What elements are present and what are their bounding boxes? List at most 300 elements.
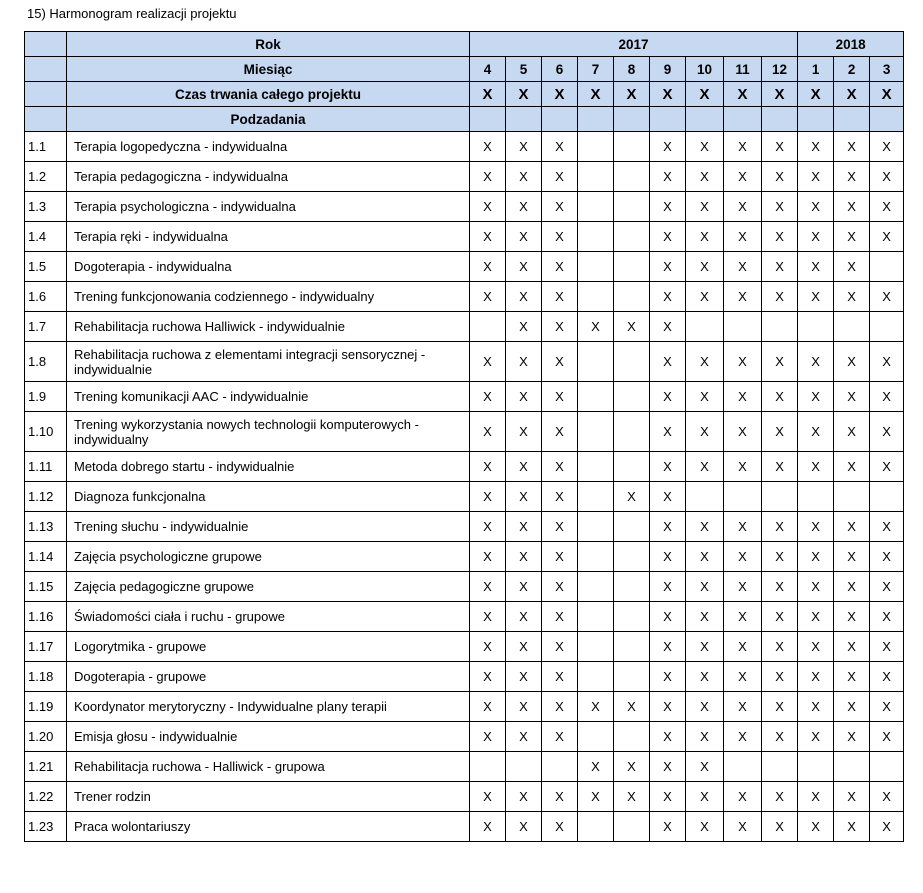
schedule-mark: X (762, 572, 798, 602)
schedule-mark: X (650, 572, 686, 602)
schedule-mark: X (798, 252, 834, 282)
task-row (25, 342, 904, 382)
schedule-mark: X (798, 602, 834, 632)
schedule-mark (578, 252, 614, 282)
schedule-mark (614, 572, 650, 602)
schedule-mark: X (724, 542, 762, 572)
schedule-mark: X (834, 662, 870, 692)
schedule-mark: X (686, 342, 724, 382)
schedule-mark (614, 812, 650, 842)
schedule-mark: X (762, 722, 798, 752)
task-name: Praca wolontariuszy (67, 812, 470, 842)
empty-cell (614, 107, 650, 132)
duration-mark: X (542, 82, 578, 107)
task-number: 1.9 (25, 382, 67, 412)
schedule-mark: X (686, 252, 724, 282)
empty-cell (798, 107, 834, 132)
schedule-mark (724, 752, 762, 782)
schedule-mark: X (834, 692, 870, 722)
schedule-mark: X (686, 282, 724, 312)
schedule-mark: X (834, 162, 870, 192)
schedule-mark: X (542, 382, 578, 412)
schedule-mark: X (650, 382, 686, 412)
schedule-mark (686, 482, 724, 512)
schedule-mark: X (834, 132, 870, 162)
schedule-mark: X (470, 282, 506, 312)
schedule-mark: X (650, 512, 686, 542)
schedule-mark: X (542, 602, 578, 632)
schedule-mark: X (506, 572, 542, 602)
schedule-mark: X (542, 192, 578, 222)
task-number: 1.12 (25, 482, 67, 512)
schedule-mark: X (870, 222, 904, 252)
subtasks-header-row (25, 107, 904, 132)
schedule-mark: X (542, 282, 578, 312)
schedule-mark: X (834, 192, 870, 222)
schedule-mark: X (686, 692, 724, 722)
task-name: Terapia ręki - indywidualna (67, 222, 470, 252)
task-number: 1.23 (25, 812, 67, 842)
task-row (25, 192, 904, 222)
task-number: 1.16 (25, 602, 67, 632)
schedule-mark (724, 482, 762, 512)
task-row (25, 512, 904, 542)
schedule-mark: X (470, 662, 506, 692)
task-number: 1.1 (25, 132, 67, 162)
schedule-mark: X (724, 452, 762, 482)
schedule-mark: X (506, 162, 542, 192)
schedule-mark: X (834, 342, 870, 382)
task-name: Trening komunikacji AAC - indywidualnie (67, 382, 470, 412)
schedule-mark: X (870, 412, 904, 452)
schedule-mark (614, 662, 650, 692)
schedule-mark: X (834, 412, 870, 452)
empty-cell (762, 107, 798, 132)
page-caption: 15) Harmonogram realizacji projektu (27, 6, 237, 21)
schedule-mark: X (724, 162, 762, 192)
schedule-mark: X (834, 222, 870, 252)
schedule-mark: X (686, 752, 724, 782)
schedule-mark: X (762, 222, 798, 252)
schedule-mark: X (614, 692, 650, 722)
row-number-header (25, 57, 67, 82)
empty-cell (650, 107, 686, 132)
schedule-mark (614, 342, 650, 382)
schedule-mark: X (542, 572, 578, 602)
schedule-mark (578, 282, 614, 312)
schedule-mark (870, 752, 904, 782)
schedule-mark: X (686, 662, 724, 692)
month-label: Miesiąc (67, 57, 470, 82)
schedule-mark: X (614, 782, 650, 812)
task-number: 1.21 (25, 752, 67, 782)
schedule-mark (614, 412, 650, 452)
month-cell: 6 (542, 57, 578, 82)
schedule-mark: X (798, 222, 834, 252)
schedule-mark: X (614, 752, 650, 782)
duration-mark: X (578, 82, 614, 107)
schedule-mark: X (506, 342, 542, 382)
task-number: 1.3 (25, 192, 67, 222)
schedule-mark: X (542, 722, 578, 752)
task-name: Terapia pedagogiczna - indywidualna (67, 162, 470, 192)
task-name: Diagnoza funkcjonalna (67, 482, 470, 512)
schedule-mark: X (798, 782, 834, 812)
schedule-mark: X (762, 812, 798, 842)
month-cell: 3 (870, 57, 904, 82)
schedule-mark: X (798, 282, 834, 312)
task-number: 1.19 (25, 692, 67, 722)
schedule-mark: X (870, 692, 904, 722)
schedule-mark (578, 632, 614, 662)
schedule-mark (578, 572, 614, 602)
task-row (25, 692, 904, 722)
schedule-mark: X (470, 452, 506, 482)
schedule-mark: X (506, 192, 542, 222)
schedule-mark: X (834, 512, 870, 542)
task-name: Metoda dobrego startu - indywidualnie (67, 452, 470, 482)
schedule-mark: X (798, 132, 834, 162)
schedule-mark (542, 752, 578, 782)
schedule-mark: X (762, 602, 798, 632)
schedule-mark: X (762, 282, 798, 312)
task-number: 1.7 (25, 312, 67, 342)
schedule-mark: X (798, 542, 834, 572)
schedule-mark: X (506, 602, 542, 632)
schedule-mark: X (506, 312, 542, 342)
schedule-mark: X (870, 602, 904, 632)
schedule-mark: X (578, 692, 614, 722)
schedule-mark: X (650, 162, 686, 192)
schedule-mark: X (506, 542, 542, 572)
year-2018-header: 2018 (798, 32, 904, 57)
schedule-mark: X (686, 512, 724, 542)
schedule-mark: X (542, 312, 578, 342)
schedule-mark: X (470, 812, 506, 842)
schedule-mark (614, 222, 650, 252)
task-name: Trening słuchu - indywidualnie (67, 512, 470, 542)
task-row (25, 572, 904, 602)
month-cell: 1 (798, 57, 834, 82)
schedule-mark: X (724, 382, 762, 412)
schedule-mark: X (870, 452, 904, 482)
schedule-mark: X (798, 382, 834, 412)
empty-cell (542, 107, 578, 132)
schedule-mark (762, 482, 798, 512)
month-cell: 8 (614, 57, 650, 82)
schedule-mark: X (506, 452, 542, 482)
task-name: Dogoterapia - indywidualna (67, 252, 470, 282)
month-cell: 9 (650, 57, 686, 82)
schedule-mark: X (470, 192, 506, 222)
schedule-mark: X (470, 342, 506, 382)
schedule-mark: X (870, 162, 904, 192)
schedule-mark: X (724, 342, 762, 382)
schedule-mark: X (870, 572, 904, 602)
schedule-mark: X (870, 662, 904, 692)
duration-mark: X (870, 82, 904, 107)
schedule-mark: X (542, 542, 578, 572)
schedule-mark (762, 312, 798, 342)
schedule-mark (724, 312, 762, 342)
schedule-mark: X (686, 782, 724, 812)
empty-cell (470, 107, 506, 132)
schedule-mark (578, 222, 614, 252)
schedule-mark: X (470, 482, 506, 512)
schedule-mark: X (798, 342, 834, 382)
schedule-mark: X (614, 312, 650, 342)
schedule-mark (578, 192, 614, 222)
task-name: Emisja głosu - indywidualnie (67, 722, 470, 752)
schedule-mark: X (724, 572, 762, 602)
schedule-mark: X (650, 222, 686, 252)
schedule-mark: X (506, 412, 542, 452)
schedule-mark: X (506, 512, 542, 542)
schedule-mark: X (870, 192, 904, 222)
task-number: 1.20 (25, 722, 67, 752)
task-row (25, 412, 904, 452)
schedule-mark: X (470, 632, 506, 662)
schedule-mark (578, 722, 614, 752)
schedule-mark: X (762, 132, 798, 162)
duration-mark: X (686, 82, 724, 107)
task-number: 1.8 (25, 342, 67, 382)
schedule-mark: X (506, 382, 542, 412)
schedule-mark: X (870, 782, 904, 812)
schedule-mark: X (470, 602, 506, 632)
schedule-mark: X (798, 812, 834, 842)
task-row (25, 252, 904, 282)
schedule-mark: X (506, 632, 542, 662)
schedule-mark (578, 812, 614, 842)
schedule-mark (578, 162, 614, 192)
schedule-mark: X (834, 602, 870, 632)
schedule-mark: X (870, 132, 904, 162)
empty-cell (834, 107, 870, 132)
schedule-mark: X (470, 252, 506, 282)
schedule-mark (614, 192, 650, 222)
task-name: Rehabilitacja ruchowa - Halliwick - grupowa (67, 752, 470, 782)
task-number: 1.10 (25, 412, 67, 452)
schedule-mark (870, 482, 904, 512)
schedule-mark (470, 312, 506, 342)
schedule-mark: X (870, 382, 904, 412)
duration-mark: X (470, 82, 506, 107)
schedule-mark: X (798, 512, 834, 542)
schedule-mark: X (506, 692, 542, 722)
schedule-mark: X (686, 812, 724, 842)
schedule-mark: X (650, 192, 686, 222)
duration-mark: X (724, 82, 762, 107)
year-2017-header: 2017 (470, 32, 798, 57)
task-name: Rehabilitacja ruchowa z elementami integracji sensorycznej - indywidualnie (67, 342, 470, 382)
schedule-mark: X (650, 312, 686, 342)
schedule-mark: X (724, 512, 762, 542)
schedule-mark: X (506, 722, 542, 752)
schedule-mark: X (686, 572, 724, 602)
schedule-mark: X (762, 662, 798, 692)
schedule-mark (870, 312, 904, 342)
schedule-mark: X (542, 812, 578, 842)
schedule-mark (834, 482, 870, 512)
schedule-mark: X (542, 252, 578, 282)
schedule-mark: X (578, 782, 614, 812)
schedule-mark (578, 482, 614, 512)
schedule-mark (614, 132, 650, 162)
schedule-mark: X (834, 782, 870, 812)
schedule-mark: X (542, 412, 578, 452)
subtasks-label: Podzadania (67, 107, 470, 132)
schedule-mark: X (798, 692, 834, 722)
schedule-mark: X (724, 282, 762, 312)
task-row (25, 452, 904, 482)
empty-cell (578, 107, 614, 132)
task-row (25, 382, 904, 412)
schedule-mark: X (870, 812, 904, 842)
task-number: 1.6 (25, 282, 67, 312)
schedule-mark: X (578, 312, 614, 342)
schedule-mark (578, 132, 614, 162)
schedule-mark: X (650, 342, 686, 382)
task-name: Zajęcia pedagogiczne grupowe (67, 572, 470, 602)
schedule-mark (506, 752, 542, 782)
schedule-mark (614, 722, 650, 752)
year-row (25, 32, 904, 57)
task-name: Terapia psychologiczna - indywidualna (67, 192, 470, 222)
schedule-mark (578, 412, 614, 452)
month-cell: 11 (724, 57, 762, 82)
schedule-mark: X (650, 812, 686, 842)
project-duration-row (25, 82, 904, 107)
schedule-mark: X (762, 452, 798, 482)
duration-mark: X (650, 82, 686, 107)
schedule-mark (686, 312, 724, 342)
schedule-mark: X (724, 412, 762, 452)
schedule-mark: X (724, 222, 762, 252)
schedule-mark: X (762, 342, 798, 382)
schedule-mark (614, 452, 650, 482)
task-row (25, 162, 904, 192)
task-row (25, 662, 904, 692)
task-number: 1.13 (25, 512, 67, 542)
schedule-mark: X (834, 382, 870, 412)
schedule-mark: X (686, 222, 724, 252)
schedule-mark: X (762, 512, 798, 542)
schedule-mark: X (798, 412, 834, 452)
schedule-mark: X (870, 512, 904, 542)
row-number-header (25, 32, 67, 57)
schedule-mark: X (578, 752, 614, 782)
schedule-mark: X (762, 632, 798, 662)
schedule-mark: X (870, 722, 904, 752)
schedule-mark: X (870, 282, 904, 312)
schedule-mark: X (834, 632, 870, 662)
schedule-mark: X (798, 452, 834, 482)
schedule-mark: X (834, 252, 870, 282)
schedule-mark: X (834, 452, 870, 482)
schedule-mark: X (650, 782, 686, 812)
schedule-mark: X (650, 452, 686, 482)
task-row (25, 282, 904, 312)
schedule-mark: X (762, 382, 798, 412)
schedule-mark: X (686, 602, 724, 632)
schedule-mark: X (470, 722, 506, 752)
schedule-mark (834, 752, 870, 782)
month-cell: 10 (686, 57, 724, 82)
project-duration-label: Czas trwania całego projektu (67, 82, 470, 107)
task-name: Dogoterapia - grupowe (67, 662, 470, 692)
schedule-mark: X (724, 812, 762, 842)
schedule-mark: X (870, 542, 904, 572)
schedule-mark: X (650, 482, 686, 512)
schedule-mark: X (834, 812, 870, 842)
task-row (25, 312, 904, 342)
schedule-mark (614, 162, 650, 192)
task-name: Świadomości ciała i ruchu - grupowe (67, 602, 470, 632)
task-number: 1.15 (25, 572, 67, 602)
duration-mark: X (834, 82, 870, 107)
schedule-mark: X (506, 782, 542, 812)
task-name: Zajęcia psychologiczne grupowe (67, 542, 470, 572)
schedule-mark: X (506, 222, 542, 252)
empty-cell (506, 107, 542, 132)
schedule-mark (798, 482, 834, 512)
schedule-mark (798, 312, 834, 342)
schedule-mark: X (470, 572, 506, 602)
schedule-mark: X (506, 812, 542, 842)
task-number: 1.11 (25, 452, 67, 482)
schedule-mark: X (686, 632, 724, 662)
duration-mark: X (614, 82, 650, 107)
task-number: 1.17 (25, 632, 67, 662)
task-row (25, 542, 904, 572)
schedule-mark: X (650, 412, 686, 452)
task-number: 1.14 (25, 542, 67, 572)
schedule-mark (614, 252, 650, 282)
schedule-mark: X (542, 342, 578, 382)
task-number: 1.4 (25, 222, 67, 252)
schedule-mark: X (542, 512, 578, 542)
schedule-mark: X (650, 542, 686, 572)
schedule-mark: X (506, 282, 542, 312)
row-number-header (25, 82, 67, 107)
schedule-mark (578, 602, 614, 632)
empty-cell (724, 107, 762, 132)
schedule-mark: X (650, 662, 686, 692)
schedule-mark: X (762, 692, 798, 722)
schedule-mark (578, 452, 614, 482)
schedule-mark: X (542, 662, 578, 692)
schedule-mark: X (724, 632, 762, 662)
schedule-mark (578, 662, 614, 692)
schedule-mark: X (724, 192, 762, 222)
task-row (25, 782, 904, 812)
schedule-mark: X (470, 782, 506, 812)
schedule-mark: X (686, 162, 724, 192)
schedule-mark: X (614, 482, 650, 512)
empty-cell (686, 107, 724, 132)
schedule-mark: X (506, 252, 542, 282)
schedule-mark: X (470, 162, 506, 192)
schedule-mark: X (650, 752, 686, 782)
schedule-mark: X (650, 282, 686, 312)
schedule-mark: X (762, 162, 798, 192)
task-row (25, 812, 904, 842)
empty-cell (870, 107, 904, 132)
schedule-mark: X (542, 782, 578, 812)
schedule-mark: X (650, 602, 686, 632)
schedule-mark: X (724, 252, 762, 282)
